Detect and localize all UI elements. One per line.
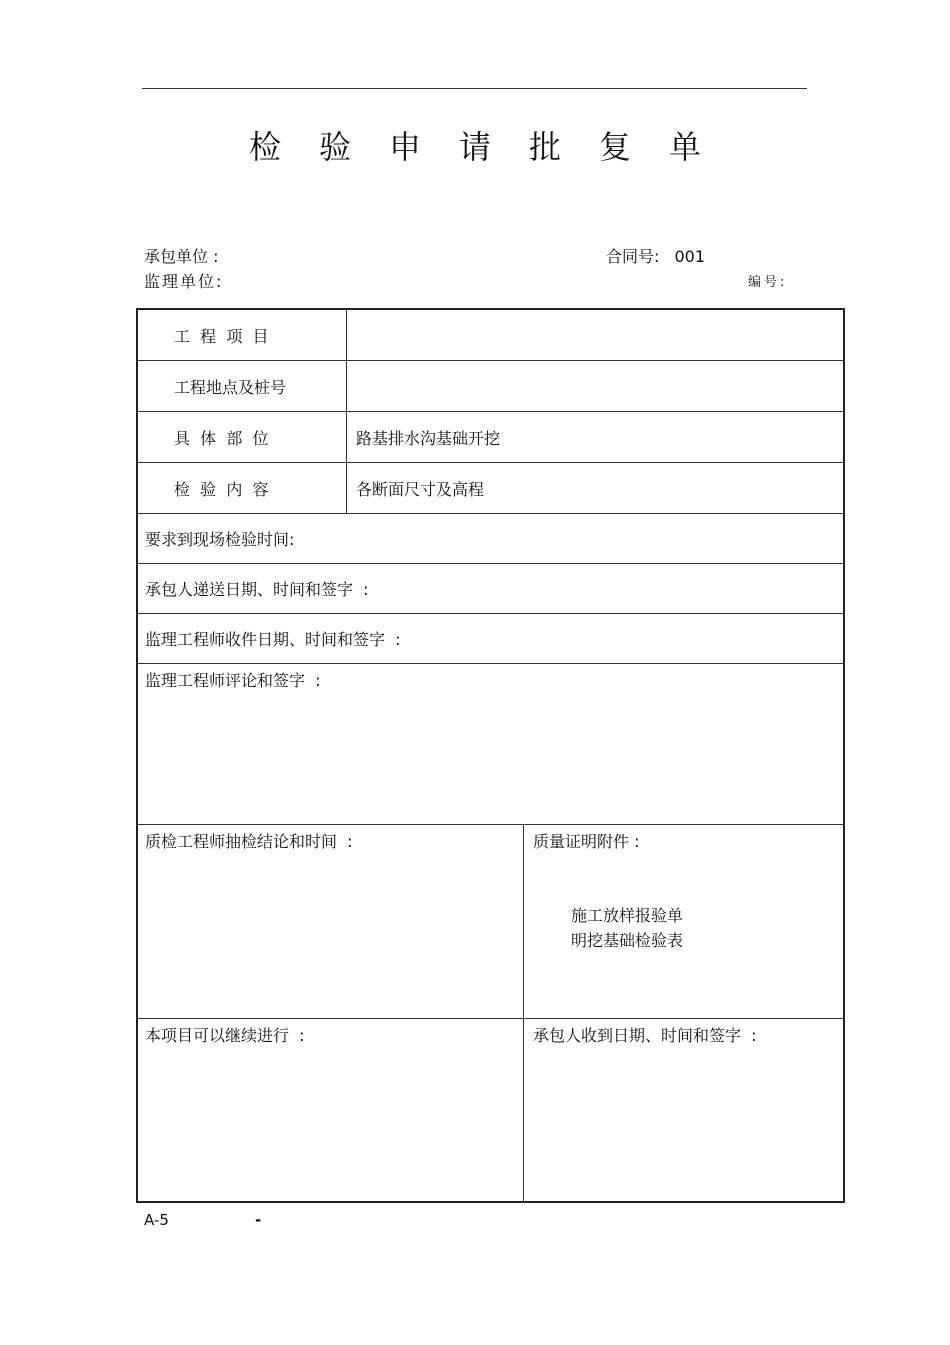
attachment-item: 明挖基础检验表 (571, 931, 684, 950)
location-label: 工程地点及桩号 (138, 361, 347, 411)
row-content (138, 463, 843, 514)
continue-cell[interactable] (138, 1019, 524, 1201)
row-project (138, 310, 843, 361)
part-value[interactable]: 路基排水沟基础开挖 (356, 428, 501, 448)
content-label: 检 验 内 容 (138, 463, 347, 513)
location-value[interactable] (347, 361, 843, 411)
contractor-receive-cell[interactable] (524, 1019, 843, 1201)
attachment-item: 施工放样报验单 (571, 906, 684, 925)
inspection-form-table (136, 308, 845, 1203)
contractor-receive-label: 承包人收到日期、时间和签字 : (533, 1026, 757, 1045)
contract-number-label: 合同号: (606, 247, 660, 266)
row-engineer-comment[interactable] (138, 664, 843, 825)
content-value[interactable]: 各断面尺寸及高程 (356, 479, 485, 499)
footer-dash: - (255, 1211, 262, 1229)
project-value[interactable] (347, 310, 843, 360)
row-contractor-submit (138, 564, 843, 614)
top-rule (142, 88, 807, 89)
engineer-receive-label[interactable]: 监理工程师收件日期、时间和签字 : (145, 630, 401, 649)
engineer-comment-label: 监理工程师评论和签字 : (145, 671, 321, 690)
row-engineer-receive (138, 614, 843, 664)
contractor-submit-label[interactable]: 承包人递送日期、时间和签字 : (145, 580, 369, 599)
continue-label: 本项目可以继续进行 : (145, 1026, 305, 1045)
row-continue-receive (138, 1019, 843, 1201)
row-qc-attachments (138, 825, 843, 1019)
contract-number-value: 001 (674, 247, 706, 266)
part-label: 具 体 部 位 (138, 412, 347, 462)
quality-attachments-cell[interactable] (524, 825, 843, 1018)
supervisor-label: 监理单位: (144, 272, 224, 291)
quality-attachments-label: 质量证明附件 : (533, 832, 640, 851)
form-code: A-5 (144, 1211, 169, 1229)
inspection-time-label[interactable]: 要求到现场检验时间: (145, 530, 295, 549)
qc-conclusion-cell[interactable] (138, 825, 524, 1018)
form-title: 检验申请批复单 (248, 128, 739, 166)
row-part (138, 412, 843, 463)
contractor-label: 承包单位 : (144, 247, 219, 266)
contract-number (606, 244, 705, 267)
qc-conclusion-label: 质检工程师抽检结论和时间 : (145, 832, 353, 851)
row-inspection-time (138, 514, 843, 564)
row-location (138, 361, 843, 412)
project-label: 工 程 项 目 (138, 310, 347, 360)
serial-number-label: 编号: (748, 275, 788, 290)
